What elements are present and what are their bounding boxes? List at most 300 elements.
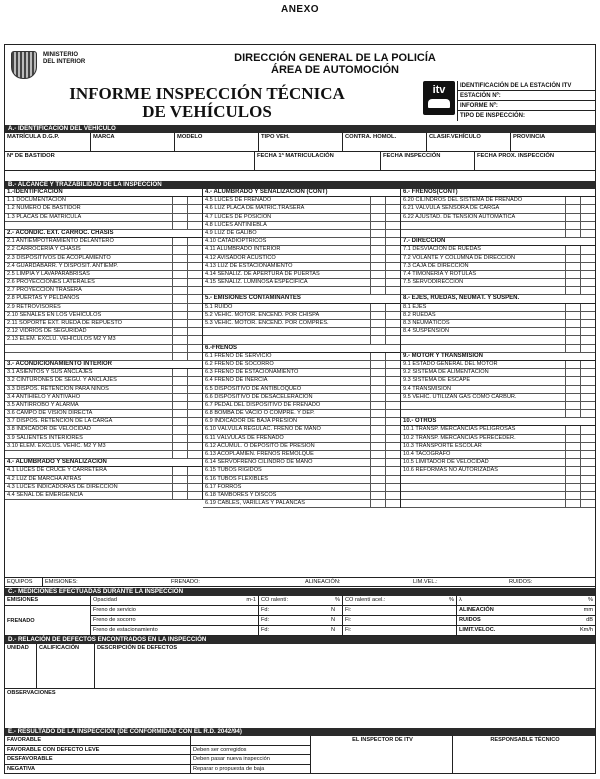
checklist-col2-item[interactable]	[203, 459, 400, 467]
check-boxes[interactable]	[565, 214, 595, 221]
check-boxes[interactable]	[172, 312, 202, 319]
checklist-col1-item[interactable]	[5, 426, 202, 434]
checklist-label: 6.4 FRENO DE INERCIA	[205, 377, 268, 384]
check-boxes[interactable]	[172, 287, 202, 294]
check-boxes[interactable]	[370, 369, 400, 376]
checklist-col2-item[interactable]	[203, 320, 400, 328]
check-boxes[interactable]	[370, 377, 400, 384]
fi-label-3[interactable]: Fi:	[343, 626, 457, 636]
checklist-col1-item[interactable]	[5, 304, 202, 312]
checklist-label: 6.5 DISPOSITIVO DE ANTIBLOQUEO	[205, 385, 302, 392]
section-b-title: B.- ALCANCE Y TRAZABILIDAD DE LA INSPECCIÓN	[5, 181, 595, 189]
checklist-col1-item[interactable]	[5, 263, 202, 271]
result-unfavorable[interactable]: DESFAVORABLE	[5, 755, 191, 765]
checklist-col1-item[interactable]	[5, 410, 202, 418]
technical-manager-signature[interactable]: RESPONSABLE TÉCNICO	[490, 737, 560, 743]
report-number-field[interactable]: INFORME Nº:	[458, 101, 595, 111]
checklist-col1-item[interactable]	[5, 418, 202, 426]
check-boxes[interactable]	[172, 418, 202, 425]
checklist-col1-item[interactable]	[5, 476, 202, 484]
check-boxes[interactable]	[370, 312, 400, 319]
ministry-label	[43, 52, 85, 66]
checklist-col3-item[interactable]	[401, 369, 595, 377]
checklist-col1-blank-row[interactable]	[5, 345, 202, 353]
checklist-col3-item[interactable]	[401, 255, 595, 263]
checklist-col1-item[interactable]	[5, 484, 202, 492]
section-e-title: E.- RESULTADO DE LA INSPECCIÓN (DE CONFORMIDAD CON EL R.D. 2042/94)	[5, 728, 595, 736]
check-boxes[interactable]	[370, 386, 400, 393]
checklist-col1-heading	[5, 361, 202, 369]
fd-label-1[interactable]: Fd:	[259, 606, 329, 616]
check-boxes[interactable]	[370, 451, 400, 458]
form-title	[67, 85, 347, 121]
checklist-col3-blank-row[interactable]	[401, 402, 595, 410]
checklist-col3-item[interactable]	[401, 263, 595, 271]
checklist-label: 10.6 REFORMAS NO AUTORIZADAS	[403, 467, 499, 474]
checklist-col2-item[interactable]	[203, 304, 400, 312]
check-boxes[interactable]	[172, 255, 202, 262]
check-boxes[interactable]	[370, 418, 400, 425]
check-boxes[interactable]	[370, 287, 400, 294]
check-boxes[interactable]	[370, 214, 400, 221]
checklist-col1-item[interactable]	[5, 402, 202, 410]
checklist-col2-item[interactable]	[203, 271, 400, 279]
check-boxes[interactable]	[172, 246, 202, 253]
checklist-col1-item[interactable]	[5, 287, 202, 295]
check-boxes[interactable]	[370, 467, 400, 474]
check-boxes[interactable]	[565, 287, 595, 294]
check-boxes[interactable]	[370, 410, 400, 417]
equipment-speed-limiter[interactable]: LIM.VEL.:	[413, 579, 438, 585]
checklist-label: 4.13 LUZ DE ESTACIONAMIENTO	[205, 262, 293, 269]
check-boxes[interactable]	[565, 394, 595, 401]
checklist-col3-blank-row[interactable]	[401, 500, 595, 508]
check-boxes[interactable]	[172, 386, 202, 393]
result-favorable[interactable]: FAVORABLE	[5, 736, 191, 746]
checklist-col3-item[interactable]	[401, 271, 595, 279]
check-boxes[interactable]	[370, 361, 400, 368]
checklist-col1-item[interactable]	[5, 255, 202, 263]
checklist-col2-item[interactable]	[203, 484, 400, 492]
check-boxes[interactable]	[565, 459, 595, 466]
check-boxes[interactable]	[565, 205, 595, 212]
co-idle-unit[interactable]: %	[319, 596, 343, 606]
check-boxes[interactable]	[370, 459, 400, 466]
check-boxes[interactable]	[370, 238, 400, 245]
checklist-col1-item[interactable]	[5, 214, 202, 222]
check-boxes[interactable]	[370, 500, 400, 507]
check-boxes[interactable]	[565, 345, 595, 352]
checklist-col3-blank-row[interactable]	[401, 230, 595, 238]
check-boxes[interactable]	[172, 271, 202, 278]
check-boxes[interactable]	[172, 353, 202, 360]
checklist-label: 3.9 SALIENTES INTERIORES	[7, 434, 83, 441]
field-model[interactable]: MODELO	[175, 133, 259, 152]
check-boxes[interactable]	[172, 222, 202, 229]
check-boxes[interactable]	[565, 377, 595, 384]
check-boxes[interactable]	[370, 353, 400, 360]
field-vehicle-type[interactable]: TIPO VEH.	[259, 133, 343, 152]
check-boxes[interactable]	[172, 205, 202, 212]
field-classification[interactable]: CLASIF.VEHÍCULO	[427, 133, 511, 152]
checklist-label: 7.2 VOLANTE Y COLUMNA DE DIRECCIÓN	[403, 254, 516, 261]
check-boxes[interactable]	[565, 263, 595, 270]
checklist-col1-item[interactable]	[5, 328, 202, 336]
check-boxes[interactable]	[172, 345, 202, 352]
check-boxes[interactable]	[172, 279, 202, 286]
checklist-col3-blank-row[interactable]	[401, 410, 595, 418]
checklist-col3-item[interactable]	[401, 214, 595, 222]
fd-label-2[interactable]: Fd:	[259, 616, 329, 626]
checklist-label: 3.4 ANTIHIELO Y ANTIVAHO	[7, 393, 81, 400]
checklist-col1-blank-row[interactable]	[5, 451, 202, 459]
checklist-col2-item[interactable]	[203, 426, 400, 434]
check-boxes[interactable]	[565, 386, 595, 393]
checklist-label: 4.15 SEÑALIZ. LUMINOSA ESPECÍFICA	[205, 279, 308, 286]
checklist-col2-item[interactable]	[203, 214, 400, 222]
checklist-col1-item[interactable]	[5, 246, 202, 254]
checklist-col3-item[interactable]	[401, 426, 595, 434]
checklist-label: 2.3 DISPOSITIVOS DE ACOPLAMIENTO	[7, 254, 111, 261]
checklist-col2-item[interactable]	[203, 377, 400, 385]
check-boxes[interactable]	[172, 263, 202, 270]
checklist-col3-blank-row[interactable]	[401, 336, 595, 344]
checklist-col3-blank-row[interactable]	[401, 222, 595, 230]
checklist-col2-item[interactable]	[203, 394, 400, 402]
section-a-title: A.- IDENTIFICACIÓN DEL VEHÍCULO	[5, 125, 595, 133]
checklist-col2-item[interactable]	[203, 197, 400, 205]
checklist-col3-blank-row[interactable]	[401, 484, 595, 492]
check-boxes[interactable]	[565, 197, 595, 204]
check-boxes[interactable]	[370, 263, 400, 270]
check-boxes[interactable]	[370, 304, 400, 311]
checklist-label: 6.14 SERVOFRENO CILINDRO DE MANO	[205, 459, 313, 466]
checklist-col3-item[interactable]	[401, 394, 595, 402]
checklist-col3-heading	[401, 353, 595, 361]
checklist-col3-blank-row[interactable]	[401, 492, 595, 500]
checklist-label: 4.3 LUCES INDICADORAS DE DIRECCIÓN	[7, 483, 118, 490]
speed-limit-unit[interactable]: Km/h	[527, 626, 595, 636]
checklist-label: 3.6 CAMPO DE VISIÓN DIRECTA	[7, 410, 93, 417]
checklist-col3-blank-row[interactable]	[401, 476, 595, 484]
equipment-braking[interactable]: FRENADO:	[171, 579, 200, 585]
checklist-col3-item[interactable]	[401, 205, 595, 213]
checklist-col2-item[interactable]	[203, 467, 400, 475]
check-boxes[interactable]	[370, 426, 400, 433]
check-boxes[interactable]	[172, 394, 202, 401]
lambda-unit[interactable]: %	[495, 596, 595, 606]
checklist-col3-item[interactable]	[401, 320, 595, 328]
checklist-label: 2.12 VIDRIOS DE SEGURIDAD	[7, 328, 87, 335]
checklist-col2-blank-row[interactable]	[203, 328, 400, 336]
checklist-col3-item[interactable]	[401, 386, 595, 394]
check-boxes[interactable]	[565, 443, 595, 450]
result-favorable-minor[interactable]: FAVORABLE CON DEFECTO LEVE	[5, 746, 191, 756]
check-boxes[interactable]	[370, 443, 400, 450]
check-boxes[interactable]	[370, 222, 400, 229]
field-next-inspection-date[interactable]: FECHA PROX. INSPECCIÓN	[475, 152, 595, 171]
check-boxes[interactable]	[172, 426, 202, 433]
checklist-col2-item[interactable]	[203, 410, 400, 418]
ministry-line1: MINISTERIO	[43, 52, 79, 58]
checklist-label: 6.1 FRENO DE SERVICIO	[205, 352, 272, 359]
n-unit-3: N	[329, 626, 343, 636]
equipment-emissions[interactable]: EMISIONES:	[45, 579, 78, 585]
field-province[interactable]: PROVINCIA	[511, 133, 595, 152]
check-boxes[interactable]	[172, 320, 202, 327]
checklist-col3-item[interactable]	[401, 377, 595, 385]
checklist-label: 4.8 LUCES ANTINIEBLA	[205, 221, 267, 228]
checklist-col1-item[interactable]	[5, 467, 202, 475]
co-accel-unit[interactable]: %	[413, 596, 457, 606]
check-boxes[interactable]	[565, 320, 595, 327]
check-boxes[interactable]	[172, 467, 202, 474]
checklist-col3-item[interactable]	[401, 443, 595, 451]
checklist-col2-item[interactable]	[203, 312, 400, 320]
checklist-col1-item[interactable]	[5, 386, 202, 394]
check-boxes[interactable]	[370, 230, 400, 237]
checklist-col1-item[interactable]	[5, 443, 202, 451]
field-first-registration-date[interactable]: FECHA 1ª MATRICULACIÓN	[255, 152, 381, 171]
checklist-label: 3.3 DISPOS. RETENCIÓN PARA NIÑOS	[7, 385, 109, 392]
check-boxes[interactable]	[370, 205, 400, 212]
check-boxes[interactable]	[172, 443, 202, 450]
check-boxes[interactable]	[565, 410, 595, 417]
checklist-col3-item[interactable]	[401, 246, 595, 254]
checklist-col1-item[interactable]	[5, 238, 202, 246]
checklist-col1-item[interactable]	[5, 271, 202, 279]
checklist-col3-item[interactable]	[401, 304, 595, 312]
checklist-label: 9.3 SISTEMA DE ESCAPE	[403, 377, 471, 384]
form-title-line1: INFORME INSPECCIÓN TÉCNICA	[69, 84, 345, 103]
checklist-label: 1.3 PLACAS DE MATRÍCULA	[7, 213, 82, 220]
checklist-col3-item[interactable]	[401, 361, 595, 369]
checklist-label: 10.4 TACÓGRAFO	[403, 451, 451, 457]
checklist-label: 2.2 CARROCERÍA Y CHASIS	[7, 246, 81, 253]
checklist-col2-item[interactable]	[203, 255, 400, 263]
checklist-col1-item[interactable]	[5, 435, 202, 443]
check-boxes[interactable]	[565, 426, 595, 433]
opacity-unit[interactable]: m-1	[211, 596, 259, 606]
station-number-field[interactable]: ESTACIÓN Nº:	[458, 91, 595, 101]
checklist-label: 9.5 VEHÍC. UTILIZAN GAS COMO CARBUR.	[403, 393, 517, 400]
checklist-col1-item[interactable]	[5, 394, 202, 402]
alignment-label: ALINEACIÓN	[457, 606, 527, 616]
checklist-col3-item[interactable]	[401, 328, 595, 336]
checklist-col3-item[interactable]	[401, 467, 595, 475]
annex-label: ANEXO	[280, 4, 320, 15]
check-boxes[interactable]	[370, 402, 400, 409]
checklist-col2-item[interactable]	[203, 230, 400, 238]
checklist-label: 4.12 AVISADOR ACÚSTICO	[205, 254, 276, 261]
check-boxes[interactable]	[370, 320, 400, 327]
checklist-col1-item[interactable]	[5, 377, 202, 385]
field-registration[interactable]: MATRÍCULA D.G.P.	[5, 133, 91, 152]
emissions-label: EMISIONES	[5, 596, 91, 606]
check-boxes[interactable]	[565, 500, 595, 507]
check-boxes[interactable]	[172, 369, 202, 376]
check-boxes[interactable]	[565, 222, 595, 229]
check-boxes[interactable]	[172, 336, 202, 343]
check-boxes[interactable]	[172, 328, 202, 335]
checklist-col3-item[interactable]	[401, 435, 595, 443]
checklist-label: 6.17 FORROS	[205, 483, 242, 490]
checklist-col1-heading	[5, 459, 202, 467]
checklist-col1-item[interactable]	[5, 295, 202, 303]
check-boxes[interactable]	[172, 304, 202, 311]
checklist-col1-blank-row[interactable]	[5, 222, 202, 230]
checklist-col3-blank-row[interactable]	[401, 345, 595, 353]
check-boxes[interactable]	[172, 484, 202, 491]
check-boxes[interactable]	[172, 402, 202, 409]
check-boxes[interactable]	[565, 312, 595, 319]
station-identification	[457, 81, 595, 121]
checklist-col2-item[interactable]	[203, 418, 400, 426]
checklist-col1-item[interactable]	[5, 205, 202, 213]
checklist-col3-item[interactable]	[401, 279, 595, 287]
field-make[interactable]: MARCA	[91, 133, 175, 152]
car-icon	[428, 99, 450, 108]
checklist-label: 5.- EMISIONES CONTAMINANTES	[205, 295, 301, 302]
checklist-label: 3.- ACONDICIONAMIENTO INTERIOR	[7, 360, 113, 367]
check-boxes[interactable]	[370, 197, 400, 204]
check-boxes[interactable]	[565, 230, 595, 237]
checklist-col2-item[interactable]	[203, 222, 400, 230]
field-inspection-date[interactable]: FECHA INSPECCIÓN	[381, 152, 475, 171]
check-boxes[interactable]	[172, 451, 202, 458]
checklist-col1-item[interactable]	[5, 492, 202, 500]
checklist-label: 2.11 SOPORTE EXT. RUEDA DE REPUESTO	[7, 320, 123, 326]
check-boxes[interactable]	[172, 377, 202, 384]
field-chassis-number[interactable]: Nº DE BASTIDOR	[5, 152, 255, 171]
service-brake-label: Freno de servicio	[91, 606, 259, 616]
check-boxes[interactable]	[370, 336, 400, 343]
inspection-type-field[interactable]: TIPO DE INSPECCIÓN:	[460, 113, 526, 119]
equipment-alignment[interactable]: ALINEACIÓN:	[305, 579, 341, 585]
checklist-col2-item[interactable]	[203, 451, 400, 459]
field-homologation[interactable]: CONTRA. HOMOL.	[343, 133, 427, 152]
n-unit-1: N	[329, 606, 343, 616]
equipment-row	[5, 577, 595, 587]
check-boxes[interactable]	[565, 304, 595, 311]
fd-label-3[interactable]: Fd:	[259, 626, 329, 636]
check-boxes[interactable]	[370, 279, 400, 286]
check-boxes[interactable]	[565, 402, 595, 409]
checklist-col2-item[interactable]	[203, 402, 400, 410]
check-boxes[interactable]	[565, 484, 595, 491]
check-boxes[interactable]	[370, 328, 400, 335]
checklist-col2-item[interactable]	[203, 361, 400, 369]
checklist-col3-item[interactable]	[401, 459, 595, 467]
check-boxes[interactable]	[370, 271, 400, 278]
checklist-col1-item[interactable]	[5, 320, 202, 328]
check-boxes[interactable]	[565, 336, 595, 343]
check-boxes[interactable]	[565, 255, 595, 262]
checklist-col2-item[interactable]	[203, 492, 400, 500]
check-boxes[interactable]	[370, 394, 400, 401]
checklist-col3-item[interactable]	[401, 197, 595, 205]
noise-unit[interactable]: dB	[527, 616, 595, 626]
checklist-col2-blank-row[interactable]	[203, 336, 400, 344]
check-boxes[interactable]	[565, 369, 595, 376]
defects-description-header[interactable]: DESCRIPCIÓN DE DEFECTOS	[97, 645, 178, 651]
check-boxes[interactable]	[565, 361, 595, 368]
itv-logo-icon	[423, 81, 455, 115]
check-boxes[interactable]	[172, 435, 202, 442]
checklist-col2-item[interactable]	[203, 205, 400, 213]
check-boxes[interactable]	[565, 451, 595, 458]
checklist-col1-blank-row[interactable]	[5, 353, 202, 361]
checklist-col1-item[interactable]	[5, 197, 202, 205]
check-boxes[interactable]	[565, 271, 595, 278]
checklist-label: 9.4 TRANSMISIÓN	[403, 385, 452, 392]
check-boxes[interactable]	[565, 328, 595, 335]
checklist-col2-item[interactable]	[203, 476, 400, 484]
checklist-col1-item[interactable]	[5, 312, 202, 320]
fi-label-1[interactable]: Fi:	[343, 606, 457, 616]
checklist-col3-blank-row[interactable]	[401, 287, 595, 295]
checklist-label: 2.8 PUERTAS Y PELDAÑOS	[7, 295, 80, 302]
check-boxes[interactable]	[172, 214, 202, 221]
alignment-unit[interactable]: mm	[527, 606, 595, 616]
braking-label: FRENADO	[5, 606, 91, 636]
checklist-col1-item[interactable]	[5, 279, 202, 287]
checklist-col2-item[interactable]	[203, 435, 400, 443]
check-boxes[interactable]	[172, 476, 202, 483]
checklist-col2-item[interactable]	[203, 238, 400, 246]
checklist-col2-item[interactable]	[203, 263, 400, 271]
checklist-col2-item[interactable]	[203, 386, 400, 394]
checklist-col1-item[interactable]	[5, 369, 202, 377]
result-negative[interactable]: NEGATIVA	[5, 765, 191, 775]
checklist-col2-item[interactable]	[203, 500, 400, 508]
check-boxes[interactable]	[565, 476, 595, 483]
checklist-col2-item[interactable]	[203, 369, 400, 377]
check-boxes[interactable]	[370, 484, 400, 491]
check-boxes[interactable]	[565, 279, 595, 286]
checklist-col1-item[interactable]	[5, 336, 202, 344]
co-idle-label: CO ralentí:	[259, 596, 319, 606]
check-boxes[interactable]	[172, 295, 202, 302]
checklist-col2-item[interactable]	[203, 246, 400, 254]
check-boxes[interactable]	[370, 435, 400, 442]
check-boxes[interactable]	[565, 435, 595, 442]
equipment-noise[interactable]: RUIDOS:	[509, 579, 533, 585]
check-boxes[interactable]	[172, 197, 202, 204]
check-boxes[interactable]	[370, 246, 400, 253]
checklist-column-3	[401, 189, 595, 508]
check-boxes[interactable]	[172, 492, 202, 499]
fi-label-2[interactable]: Fi:	[343, 616, 457, 626]
inspector-signature[interactable]: EL INSPECTOR DE ITV	[311, 736, 453, 774]
checklist-col2-item[interactable]	[203, 279, 400, 287]
checklist-col3-item[interactable]	[401, 451, 595, 459]
check-boxes[interactable]	[370, 476, 400, 483]
checklist-label: 8.1 EJES	[403, 303, 427, 310]
check-boxes[interactable]	[565, 467, 595, 474]
checklist-col3-item[interactable]	[401, 312, 595, 320]
check-boxes[interactable]	[370, 492, 400, 499]
check-boxes[interactable]	[172, 238, 202, 245]
checklist-col2-item[interactable]	[203, 353, 400, 361]
checklist-col2-item[interactable]	[203, 443, 400, 451]
check-boxes[interactable]	[565, 492, 595, 499]
check-boxes[interactable]	[565, 246, 595, 253]
check-boxes[interactable]	[172, 410, 202, 417]
checklist-label: 6.- FRENOS(CONT)	[403, 189, 458, 195]
check-boxes[interactable]	[370, 255, 400, 262]
checklist-col2-blank-row[interactable]	[203, 287, 400, 295]
